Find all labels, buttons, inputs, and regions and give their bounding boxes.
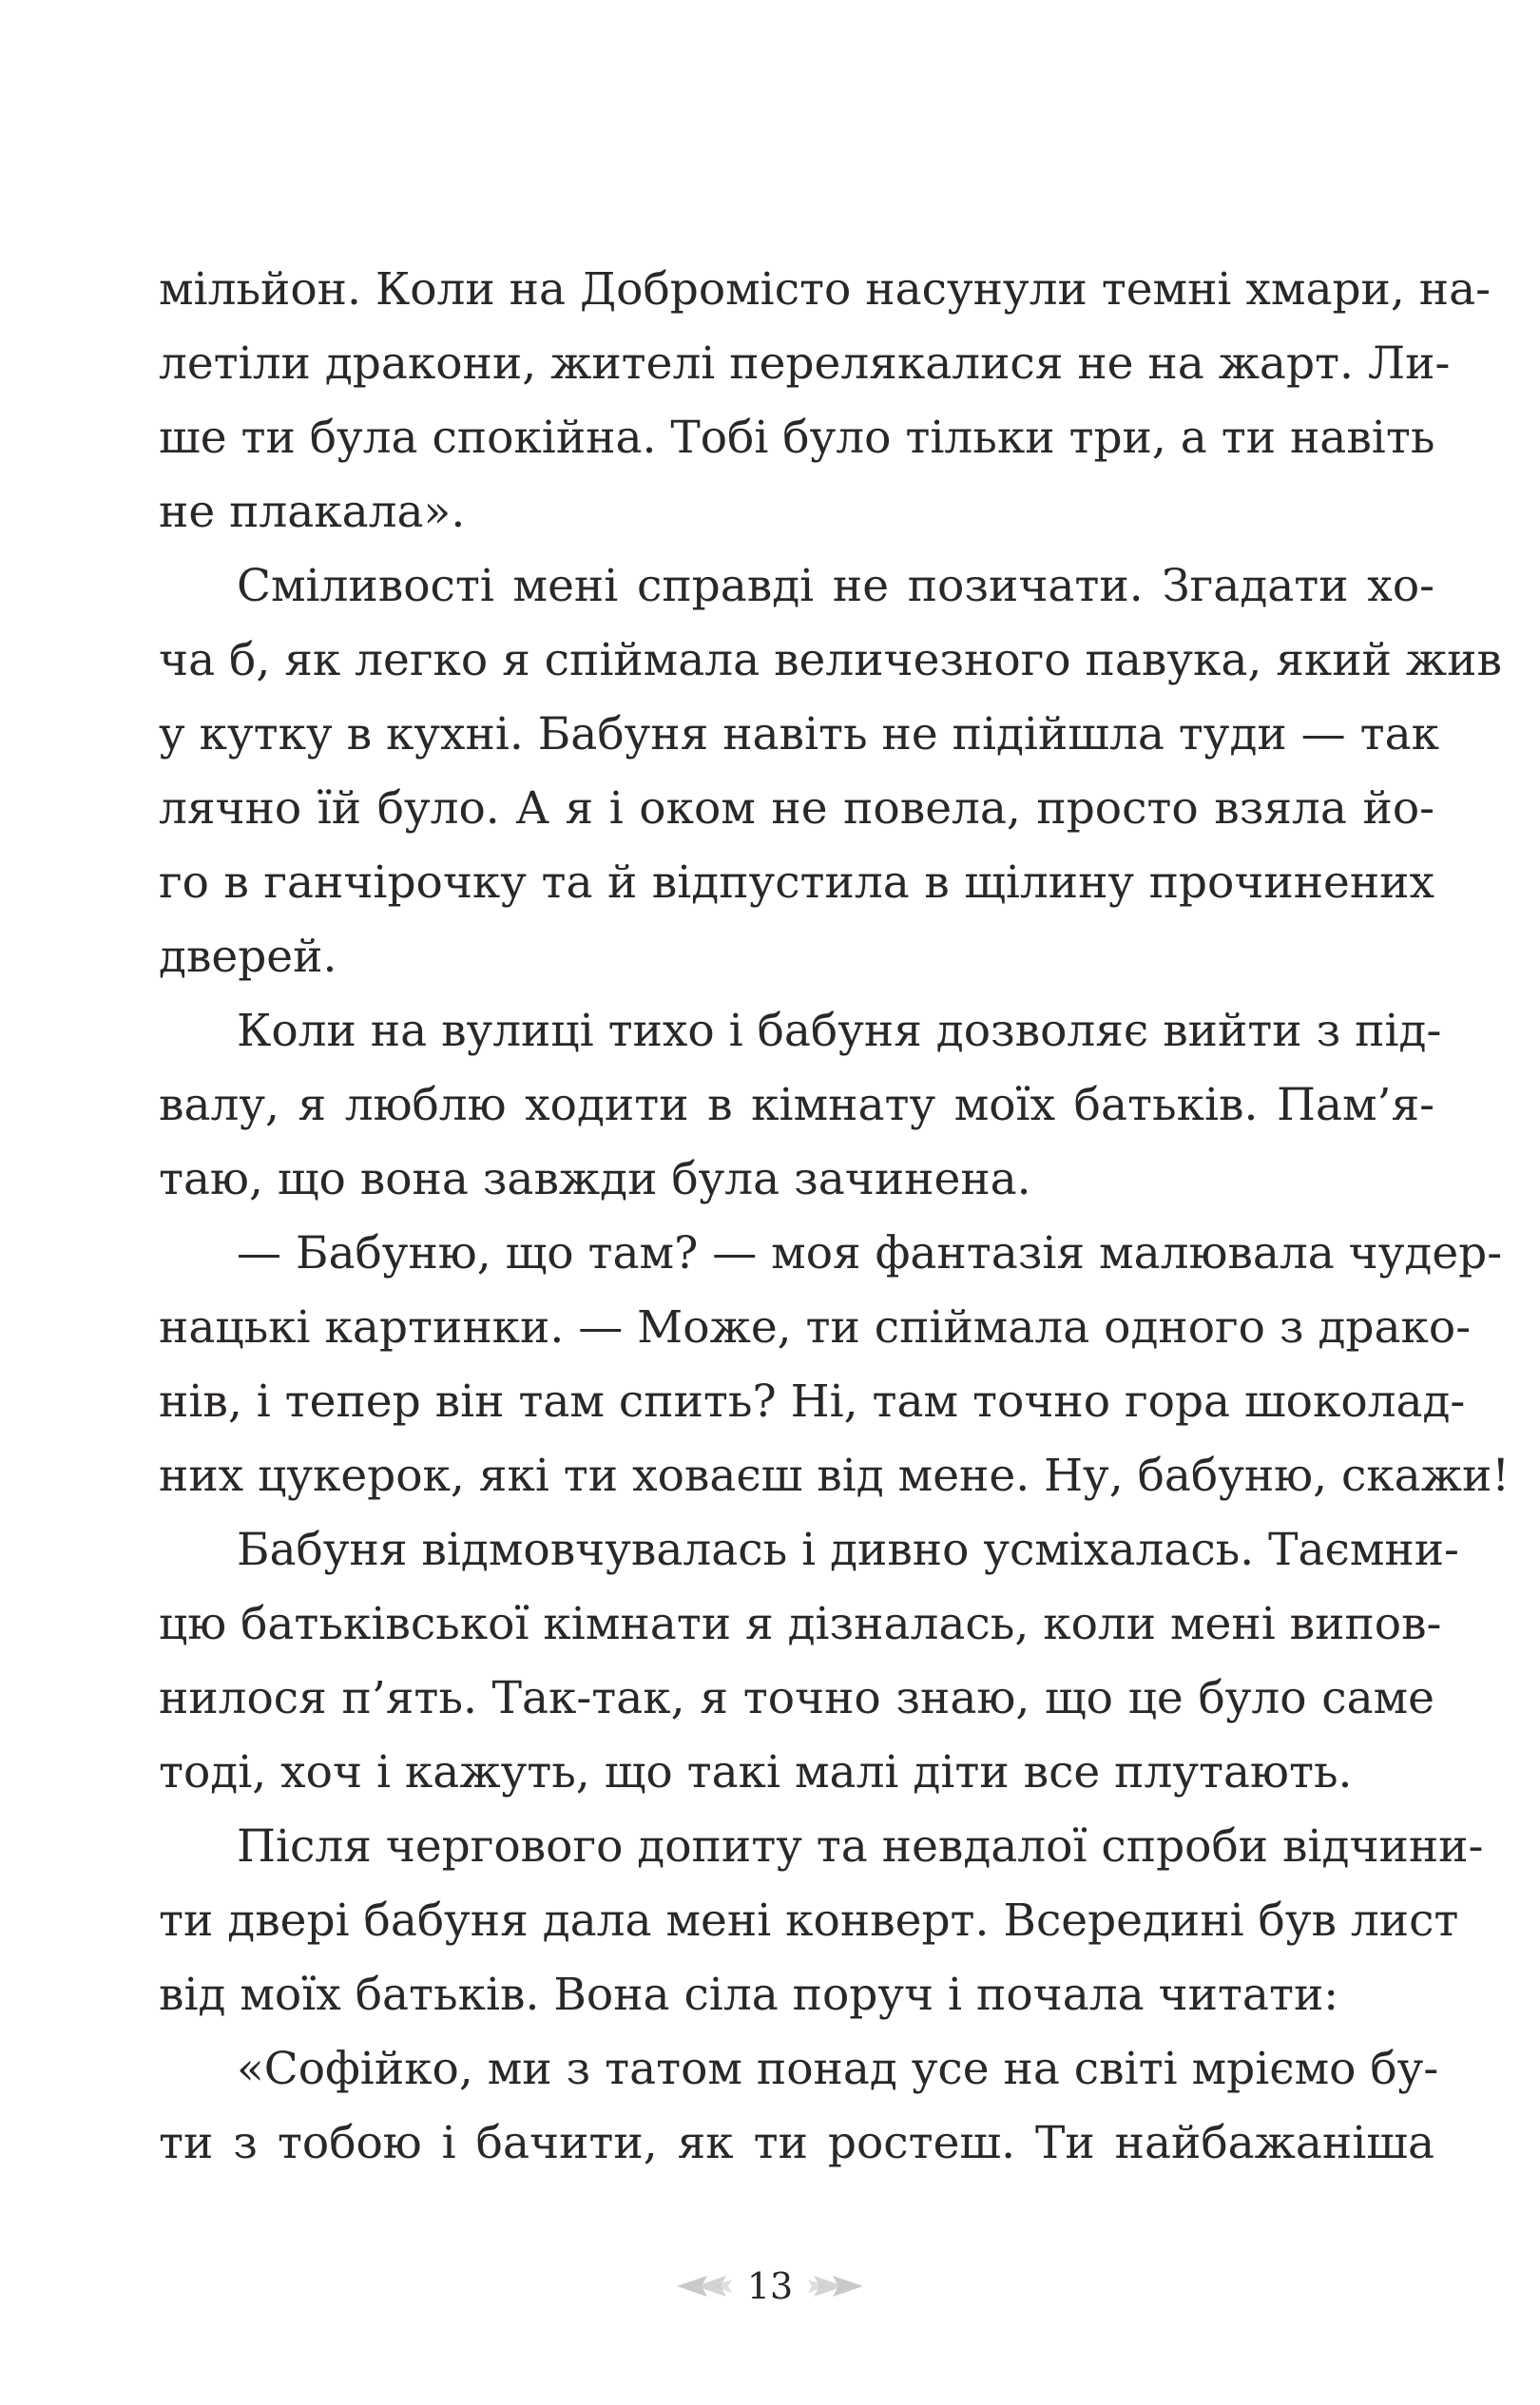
- text-line: ти з тобою і бачити, як ти ростеш. Ти найбажаніша: [159, 2117, 1434, 2169]
- text-line: Сміливості мені справді не позичати. Згадати хо-: [237, 560, 1434, 612]
- text-line: від моїх батьків. Вона сіла поруч і почала читати:: [159, 1969, 1339, 2021]
- text-line: них цукерок, які ти ховаєш від мене. Ну, бабуню, скажи!: [159, 1450, 1511, 1502]
- text-line: — Бабуню, що там? — моя фантазія малювала чудер-: [237, 1227, 1503, 1279]
- text-line: ча б, як легко я спіймала величезного павука, який жив: [159, 634, 1502, 686]
- text-line: у кутку в кухні. Бабуня навіть не підійшла туди — так: [159, 708, 1440, 760]
- double-chevron-left-icon: [675, 2274, 734, 2299]
- text-line: ше ти була спокійна. Тобі було тільки три, а ти навіть: [159, 412, 1435, 464]
- text-line: Коли на вулиці тихо і бабуня дозволяє вийти з під-: [237, 1005, 1442, 1057]
- text-line: летіли дракони, жителі перелякалися не на жарт. Ли-: [159, 337, 1451, 390]
- text-line: таю, що вона завжди була зачинена.: [159, 1153, 1031, 1205]
- text-line: цю батьківської кімнати я дізналась, коли мені випов-: [159, 1598, 1442, 1650]
- text-line: не плакала».: [159, 486, 466, 538]
- page-number: 13: [746, 2265, 794, 2307]
- text-line: лячно їй було. А я і оком не повела, просто взяла йо-: [159, 782, 1434, 835]
- text-line: Бабуня відмовчувалась і дивно усміхалась. Таємни-: [237, 1524, 1459, 1576]
- text-line: мільйон. Коли на Добромісто насунули темні хмари, на-: [159, 263, 1491, 316]
- text-line: Після чергового допиту та невдалої спроби відчини-: [237, 1820, 1484, 1873]
- double-chevron-right-icon: [806, 2274, 865, 2299]
- page-footer: [0, 2262, 1540, 2310]
- text-line: тоді, хоч і кажуть, що такі малі діти все плутають.: [159, 1746, 1353, 1799]
- text-line: нилося п’ять. Так-так, я точно знаю, що це було саме: [159, 1672, 1434, 1724]
- text-line: нів, і тепер він там спить? Ні, там точно гора шоколад-: [159, 1376, 1466, 1428]
- text-line: валу, я люблю ходити в кімнату моїх батьків. Пам’я-: [159, 1079, 1434, 1131]
- text-line: дверей.: [159, 931, 337, 983]
- text-line: го в ганчірочку та й відпустила в щілину прочинених: [159, 856, 1434, 909]
- text-line: «Софійко, ми з татом понад усе на світі мріємо бу-: [237, 2043, 1439, 2095]
- text-line: нацькі картинки. — Може, ти спіймала одного з драко-: [159, 1301, 1472, 1354]
- text-line: ти двері бабуня дала мені конверт. Всередині був лист: [159, 1895, 1459, 1947]
